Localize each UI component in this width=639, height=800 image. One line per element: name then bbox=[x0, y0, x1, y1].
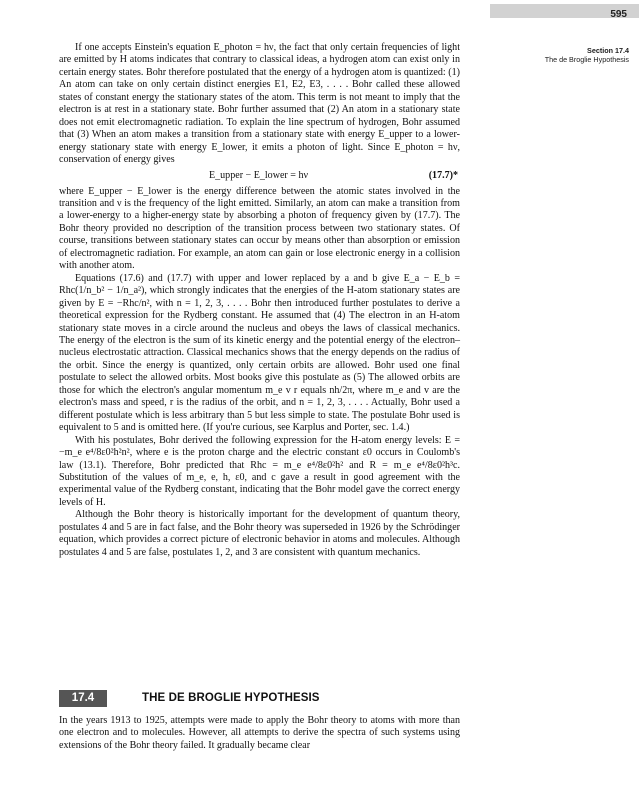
paragraph-1: If one accepts Einstein's equation E_photon = hν, the fact that only certain frequencies of light are emitted by H atoms indicates that contrary to classical ideas, a hydrogen atom can exist only in certain energy states. Bohr therefore postulated that the energy of a hydrogen atom is quantized: (1) An atom can take on only certain distinct energies E1, E2, E3, . . . . Bohr called these allowed states of constant energy the stationary states of the atom. This term is not meant to imply that the electron is at rest in a stationary state. Bohr further assumed that (2) An atom in a stationary state does not emit electromagnetic radiation. To explain the line spectrum of hydrogen, Bohr assumed that (3) When an atom makes a transition from a stationary state with energy E_upper to a lower-energy stationary state with energy E_lower, it emits a photon of light. Since E_photon = hν, conservation of energy gives bbox=[59, 42, 460, 166]
paragraph-3: Equations (17.6) and (17.7) with upper and lower replaced by a and b give E_a − E_b = Rhc(1/n_b² − 1/n_a²), which strongly indicates that the energies of the H-atom stationary states are given by E = −Rhc/n², with n = 1, 2, 3, . . . . Bohr then introduced further postulates to derive a theoretical expression for the Rydberg constant. He assumed that (4) The electron in an H-atom stationary state moves in a circle around the nucleus and obeys the laws of classical mechanics. The energy of the electron is the sum of its kinetic energy and the potential energy of the electron–nucleus electrostatic attraction. Classical mechanics shows that the energy depends on the radius of the orbit. Since the energy is quantized, only certain orbits are allowed. Bohr used one final postulate to select the allowed orbits. Most books give this postulate as (5) The allowed orbits are those for which the electron's angular momentum m_e v r equals nh/2π, where m_e and v are the electron's mass and speed, r is the radius of the orbit, and n = 1, 2, 3, . . . . Actually, Bohr used a different postulate which is less arbitrary than 5 but less simple to state. The postulate Bohr used is equivalent to 5 and is omitted here. (If you're curious, see Karplus and Porter, sec. 1.4.) bbox=[59, 272, 460, 434]
section-heading bbox=[59, 688, 460, 708]
running-head bbox=[479, 46, 629, 64]
section-number-box: 17.4 bbox=[59, 690, 107, 707]
page-number-bar bbox=[490, 4, 639, 18]
running-head-title: The de Broglie Hypothesis bbox=[544, 55, 629, 64]
paragraph-5: Although the Bohr theory is historically important for the development of quantum theory, postulates 4 and 5 are in fact false, and the Bohr theory was superseded in 1926 by the Schrödinger equation, which provides a correct picture of electronic behavior in atoms and molecules. Although postulates 4 and 5 are false, postulates 1, 2, and 3 are consistent with quantum mechanics. bbox=[59, 509, 460, 558]
running-head-section: Section 17.4 bbox=[587, 46, 629, 55]
equation-number: (17.7)* bbox=[428, 169, 458, 181]
equation-17-7 bbox=[59, 167, 460, 184]
section-paragraph-1: In the years 1913 to 1925, attempts were made to apply the Bohr theory to atoms with more than one electron and to molecules. However, all attempts to derive the spectra of such systems using extensions of the Bohr theory failed. It gradually became clear bbox=[59, 715, 460, 751]
paragraph-2: where E_upper − E_lower is the energy difference between the atomic states involved in the transition and ν is the frequency of the light emitted. Similarly, an atom can make a transition from a lower-energy to a higher-energy state by absorbing a photon of frequency given by (17.7). The Bohr theory provided no description of the transition process between two stationary states. Of course, transitions between stationary states can occur by means other than absorption or emission of electromagnetic radiation. For example, an atom can gain or lose electronic energy in a collision with another atom. bbox=[59, 185, 460, 272]
paragraph-4: With his postulates, Bohr derived the following expression for the H-atom energy levels: E = −m_e e⁴/8ε0²h²n², where e is the proton charge and the electric constant ε0 occurs in Coulomb's law (13.1). Therefore, Bohr predicted that Rhc = m_e e⁴/8ε0²h² and R = m_e e⁴/8ε0²h³c. Substitution of the values of m_e, e, h, ε0, and c gave a result in good agreement with the experimental value of the Rydberg constant, indicating that the Bohr model gave the correct energy levels of H. bbox=[59, 434, 460, 508]
section-text bbox=[59, 715, 460, 752]
page-number: 595 bbox=[610, 9, 627, 20]
section-title: THE DE BROGLIE HYPOTHESIS bbox=[142, 692, 320, 704]
equation-body: E_upper − E_lower = hν bbox=[209, 169, 309, 181]
body-text bbox=[59, 42, 460, 559]
